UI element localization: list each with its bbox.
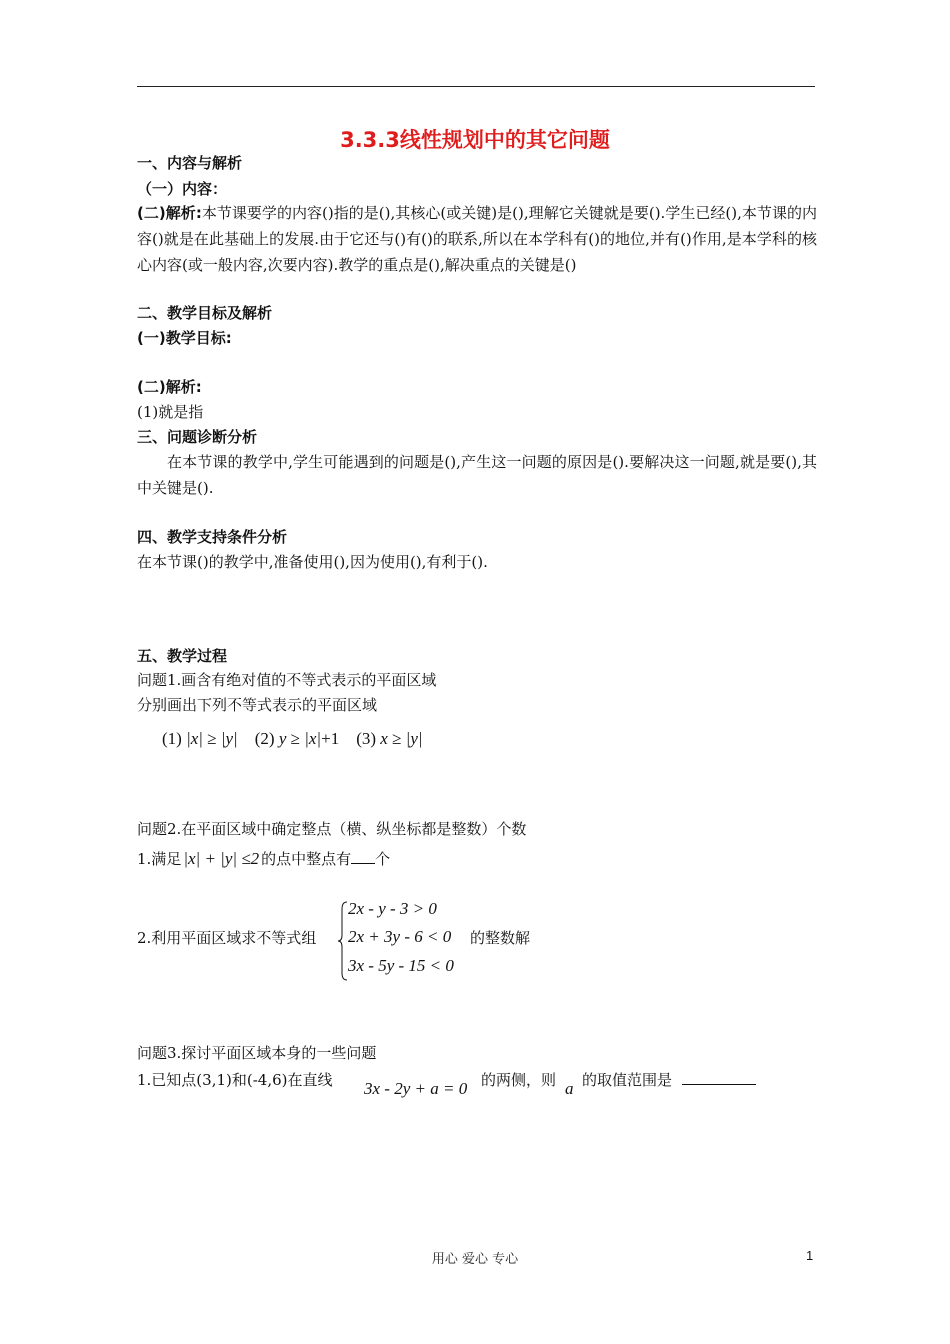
section-5-heading: 五、教学过程 (137, 647, 228, 665)
section-2-goals-label: (一)教学目标: (137, 329, 232, 347)
ineq-1-number: (1) (162, 729, 182, 748)
problem-2-item-1-prefix: 1.满足 (137, 850, 182, 868)
section-1-analysis (137, 200, 817, 278)
ineq-1-rhs: |y| (220, 729, 238, 748)
section-1-content-label: （一）内容： (137, 180, 228, 198)
ineq-2-op: ≥ (290, 729, 300, 748)
problem-3-line-formula: 3x - 2y + a = 0 (364, 1079, 468, 1098)
ineq-3-number: (3) (356, 729, 377, 748)
ineq-3-rhs: |y| (405, 729, 423, 748)
ineq-1-lhs: |x| (186, 729, 203, 748)
ineq-2-lhs: y (278, 729, 287, 748)
section-3-heading: 三、问题诊断分析 (137, 428, 258, 446)
section-4-heading: 四、教学支持条件分析 (137, 528, 288, 546)
header-rule (137, 86, 815, 87)
system-line-3: 3x - 5y - 15 < 0 (348, 956, 454, 975)
problem-2-item-1-end: 个 (375, 850, 391, 868)
ineq-2-rhs: |x| (304, 729, 322, 748)
problem-3-title: 问题3.探讨平面区域本身的一些问题 (137, 1044, 377, 1062)
system-line-2: 2x + 3y - 6 < 0 (348, 927, 452, 946)
problem-3-item-1-prefix: 1.已知点(3,1)和(-4,6)在直线 (137, 1071, 333, 1089)
problem-2-item-1-formula: |x| + |y| ≤2 (183, 849, 260, 868)
section-3-paragraph: 在本节课的教学中,学生可能遇到的问题是(),产生这一问题的原因是().要解决这一问题,就是要(),其中关键是(). (137, 453, 817, 497)
problem-1-inequalities (162, 729, 423, 749)
problem-3-item-1-suffix: 的取值范围是 (582, 1071, 673, 1089)
system-line-1: 2x - y - 3 > 0 (348, 899, 437, 918)
system-brace-icon (338, 901, 348, 981)
ineq-2-number: (2) (254, 729, 275, 748)
problem-1-subtitle: 分别画出下列不等式表示的平面区域 (137, 696, 378, 714)
problem-2-title: 问题2.在平面区域中确定整点（横、纵坐标都是整数）个数 (137, 820, 527, 838)
ineq-3-lhs: x (380, 729, 388, 748)
problem-2-item-1 (137, 848, 390, 869)
section-1-heading: 一、内容与解析 (137, 154, 243, 172)
section-2-item-1: (1)就是指 (137, 403, 204, 421)
section-2-analysis-label: (二)解析: (137, 378, 202, 396)
ineq-1-op: ≥ (207, 729, 217, 748)
section-4-paragraph: 在本节课()的教学中,准备使用(),因为使用(),有利于(). (137, 553, 488, 571)
section-2-heading: 二、教学目标及解析 (137, 304, 273, 322)
document-title: 3.3.3线性规划中的其它问题 (340, 128, 610, 152)
page-footer: 用心 爱心 专心 (431, 1252, 519, 1267)
problem-2-item-2-suffix: 的整数解 (470, 929, 531, 947)
problem-2-item-1-suffix: 的点中整点有 (261, 850, 352, 868)
ineq-3-op: ≥ (392, 729, 402, 748)
section-1-analysis-text: 本节课要学的内容()指的是(),其核心(或关键)是(),理解它关键就是要().学生已经(),本节课的内容()就是在此基础上的发展.由于它还与()有()的联系,所以在本学科有()的地位,并有()作用,是本学科的核心内容(或一般内容,次要内容).教学的重点是(),解决重点的关键是() (137, 204, 817, 274)
answer-blank-range (682, 1084, 756, 1085)
problem-1-title: 问题1.画含有绝对值的不等式表示的平面区域 (137, 671, 437, 689)
ineq-2-const: +1 (321, 729, 340, 748)
answer-blank (351, 849, 375, 864)
page-number: 1 (806, 1248, 814, 1263)
problem-3-item-1-mid: 的两侧，则 (481, 1071, 557, 1089)
problem-2-item-2-prefix: 2.利用平面区域求不等式组 (137, 929, 317, 947)
problem-3-variable: a (565, 1079, 574, 1098)
section-1-analysis-label: (二)解析: (137, 204, 202, 222)
